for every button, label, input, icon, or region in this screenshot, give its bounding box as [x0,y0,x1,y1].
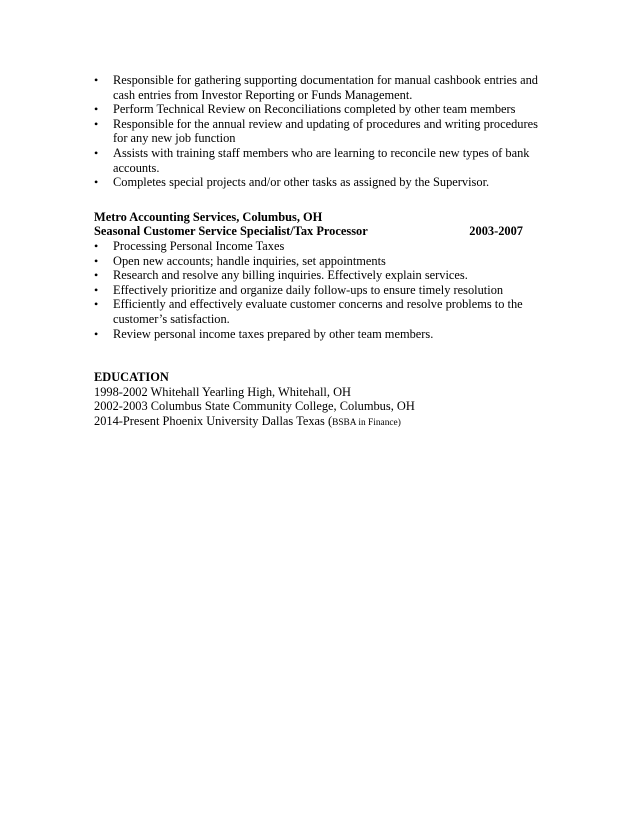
list-item: • Research and resolve any billing inquiries. Effectively explain services. [94,268,468,283]
bullet-icon: • [94,253,99,268]
list-item: • Responsible for gathering supporting documentation for manual cashbook entries and cash entries from Investor Reporting or Funds Management. [94,73,538,102]
list-item: • Efficiently and effectively evaluate customer concerns and resolve problems to the customer’s satisfaction. [94,297,523,326]
job2-employer: Metro Accounting Services, Columbus, OH [94,209,323,224]
job1-bullet-list [94,73,554,190]
job2-title: Seasonal Customer Service Specialist/Tax Processor [94,224,368,239]
education-heading: EDUCATION [94,370,169,385]
list-item: • Effectively prioritize and organize daily follow-ups to ensure timely resolution [94,282,504,297]
job2-bullet-list [94,239,554,341]
bullet-icon: • [94,145,99,160]
list-item: • Processing Personal Income Taxes [94,238,285,253]
job2-header [94,210,554,239]
resume-page [94,73,554,430]
education-line-college: 2002-2003 Columbus State Community College, Columbus, OH [94,399,415,414]
bullet-icon: • [94,238,99,253]
bullet-icon: • [94,268,99,283]
bullet-icon: • [94,297,99,312]
education-section [94,370,554,430]
job2-title-row [94,224,523,239]
bullet-icon: • [94,102,99,117]
education-line-university: 2014-Present Phoenix University Dallas Texas (BSBA in Finance) [94,413,401,428]
bullet-icon: • [94,116,99,131]
bullet-icon: • [94,73,99,87]
bullet-icon: • [94,175,99,190]
bullet-icon: • [94,282,99,297]
bullet-icon: • [94,326,99,341]
job2-dates: 2003-2007 [469,224,523,239]
list-item: • Review personal income taxes prepared by other team members. [94,326,434,341]
list-item: • Assists with training staff members who are learning to reconcile new types of bank accounts. [94,145,530,175]
list-item: • Perform Technical Review on Reconciliations completed by other team members [94,102,516,117]
list-item: • Open new accounts; handle inquiries, set appointments [94,253,386,268]
list-item: • Completes special projects and/or other tasks as assigned by the Supervisor. [94,175,490,190]
education-line-high-school: 1998-2002 Whitehall Yearling High, Whitehall, OH [94,384,351,399]
list-item: • Responsible for the annual review and updating of procedures and writing procedures for any new job function [94,116,538,146]
